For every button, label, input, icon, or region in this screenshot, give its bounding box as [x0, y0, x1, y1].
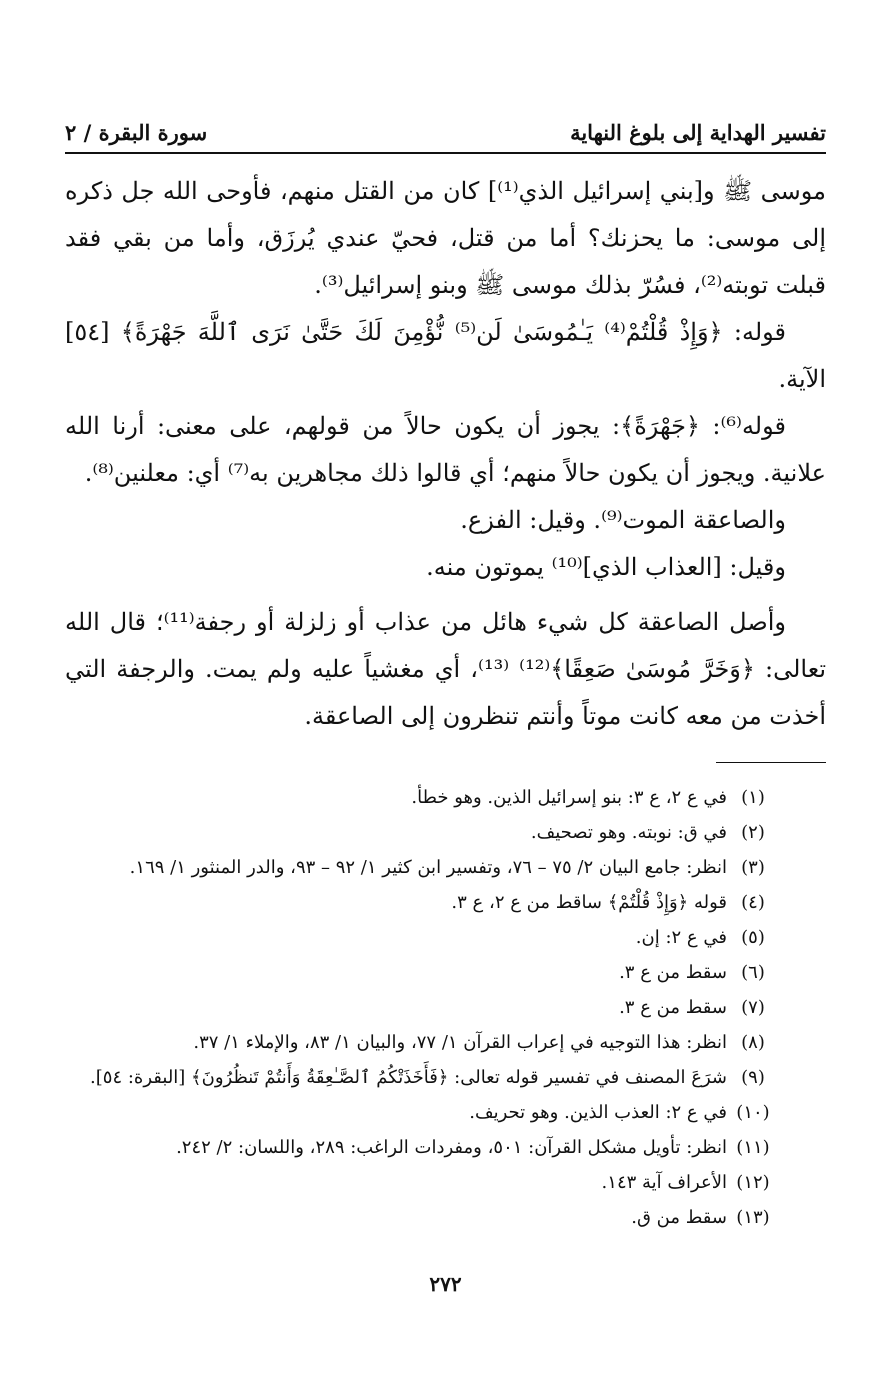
surah-label: سورة البقرة / ٢: [65, 119, 208, 145]
footnote-text: في ق: نوبته. وهو تصحيف.: [530, 822, 727, 843]
footnote-text: سقط من ع ٣.: [619, 962, 727, 983]
page-number: ٢٧٢: [429, 1272, 462, 1296]
paragraph: وأصل الصاعقة كل شيء هائل من عذاب أو زلزلة أو رجفة⁽¹¹⁾؛ قال الله تعالى: ﴿وَخَرَّ مُوسَىٰ صَعِقًا﴾⁽¹²⁾ ⁽¹³⁾، أي مغشياً عليه ولم يمت. والرجفة التي أخذت من معه كانت موتاً وأنتم تنظرون إلى الصاعقة.: [65, 608, 827, 730]
footnote-number: (٧): [741, 997, 765, 1018]
footnote-text: سقط من ع ٣.: [619, 997, 727, 1018]
footnote-item: [65, 780, 779, 815]
footnote-text: انظر: هذا التوجيه في إعراب القرآن ١/ ٧٧، والبيان ١/ ٨٣، والإملاء ١/ ٣٧.: [193, 1032, 727, 1053]
footnote-item: [65, 1200, 779, 1235]
footnote-number: (٤): [741, 892, 765, 913]
footnote-number: (١٠): [736, 1102, 770, 1123]
paragraph: قوله: ﴿وَإِذْ قُلْتُمْ⁽⁴⁾ يَـٰمُوسَىٰ لَن⁽⁵⁾ نُّؤْمِنَ لَكَ حَتَّىٰ نَرَى ٱللَّهَ جَهْرَةً﴾ [٥٤] الآية.: [65, 318, 826, 393]
footnote-item: [65, 885, 779, 920]
footnote-number: (٦): [741, 962, 765, 983]
footnote-number: (٢): [741, 822, 765, 843]
footnote-number: (٨): [741, 1032, 765, 1053]
footnote-item: [65, 1060, 779, 1095]
footnote-text: في ع ٢، ع ٣: بنو إسرائيل الذين. وهو خطأ.: [411, 787, 727, 808]
footnote-number: (١٣): [736, 1207, 770, 1228]
book-title: تفسير الهداية إلى بلوغ النهاية: [570, 119, 826, 145]
footnote-text: سقط من ق.: [631, 1207, 727, 1228]
footnote-text: انظر: تأويل مشكل القرآن: ٥٠١، ومفردات الراغب: ٢٨٩، واللسان: ٢/ ٢٤٢.: [176, 1137, 727, 1158]
footnote-item: [65, 1130, 779, 1165]
footnote-separator: [716, 762, 826, 763]
footnote-text: انظر: جامع البيان ٢/ ٧٥ – ٧٦، وتفسير ابن كثير ١/ ٩٢ – ٩٣، والدر المنثور ١/ ١٦٩.: [129, 857, 727, 878]
footnote-item: [65, 850, 779, 885]
footnote-number: (٩): [741, 1067, 765, 1088]
footnote-item: [65, 990, 779, 1025]
footnote-number: (١): [741, 787, 765, 808]
footnote-item: [65, 1165, 779, 1200]
paragraph: موسى ﷺ و[بني إسرائيل الذي⁽¹⁾] كان من القتل منهم، فأوحى الله جل ذكره إلى موسى: ما يحزنك؟ أما من قتل، فحيّ عندي يُرزَق، وأما من بقي فقد قبلت توبته⁽²⁾، فسُرّ بذلك موسى ﷺ وبنو إسرائيل⁽³⁾.: [65, 177, 826, 299]
footnote-number: (١٢): [736, 1172, 770, 1193]
footnote-number: (٥): [741, 927, 765, 948]
footnote-item: [65, 1025, 779, 1060]
footnote-text: الأعراف آية ١٤٣.: [601, 1172, 727, 1193]
paragraph: والصاعقة الموت⁽⁹⁾. وقيل: الفزع.: [460, 506, 786, 534]
footnote-number: (١١): [736, 1137, 770, 1158]
paragraph: قوله⁽⁶⁾: ﴿جَهْرَةً﴾: يجوز أن يكون حالاً من قولهم، على معنى: أرنا الله علانية. ويجوز أن يكون حالاً منهم؛ أي قالوا ذلك مجاهرين به⁽⁷⁾ أي: معلنين⁽⁸⁾.: [65, 412, 826, 487]
footnote-number: (٣): [741, 857, 765, 878]
footnote-item: [65, 1095, 779, 1130]
footnote-item: [65, 815, 779, 850]
footnote-text: في ع ٢: إن.: [635, 927, 727, 948]
header-rule: [65, 152, 826, 154]
footnote-text: في ع ٢: العذب الذين. وهو تحريف.: [469, 1102, 727, 1123]
footnote-item: [65, 955, 779, 990]
running-header: [65, 113, 826, 151]
main-text: [65, 168, 826, 740]
footnote-text: شرَعَ المصنف في تفسير قوله تعالى: ﴿فَأَخَذَتْكُمُ ٱلصَّـٰعِقَةُ وَأَنتُمْ تَنظُرُونَ﴾ [البقرة: ٥٤].: [90, 1067, 727, 1088]
footnote-item: [65, 920, 779, 955]
footnote-text: قوله ﴿وَإِذْ قُلْتُمْ﴾ ساقط من ع ٢، ع ٣.: [451, 892, 727, 913]
paragraph: وقيل: [العذاب الذي]⁽¹⁰⁾ يموتون منه.: [426, 553, 786, 581]
footnotes-list: [65, 780, 779, 1235]
